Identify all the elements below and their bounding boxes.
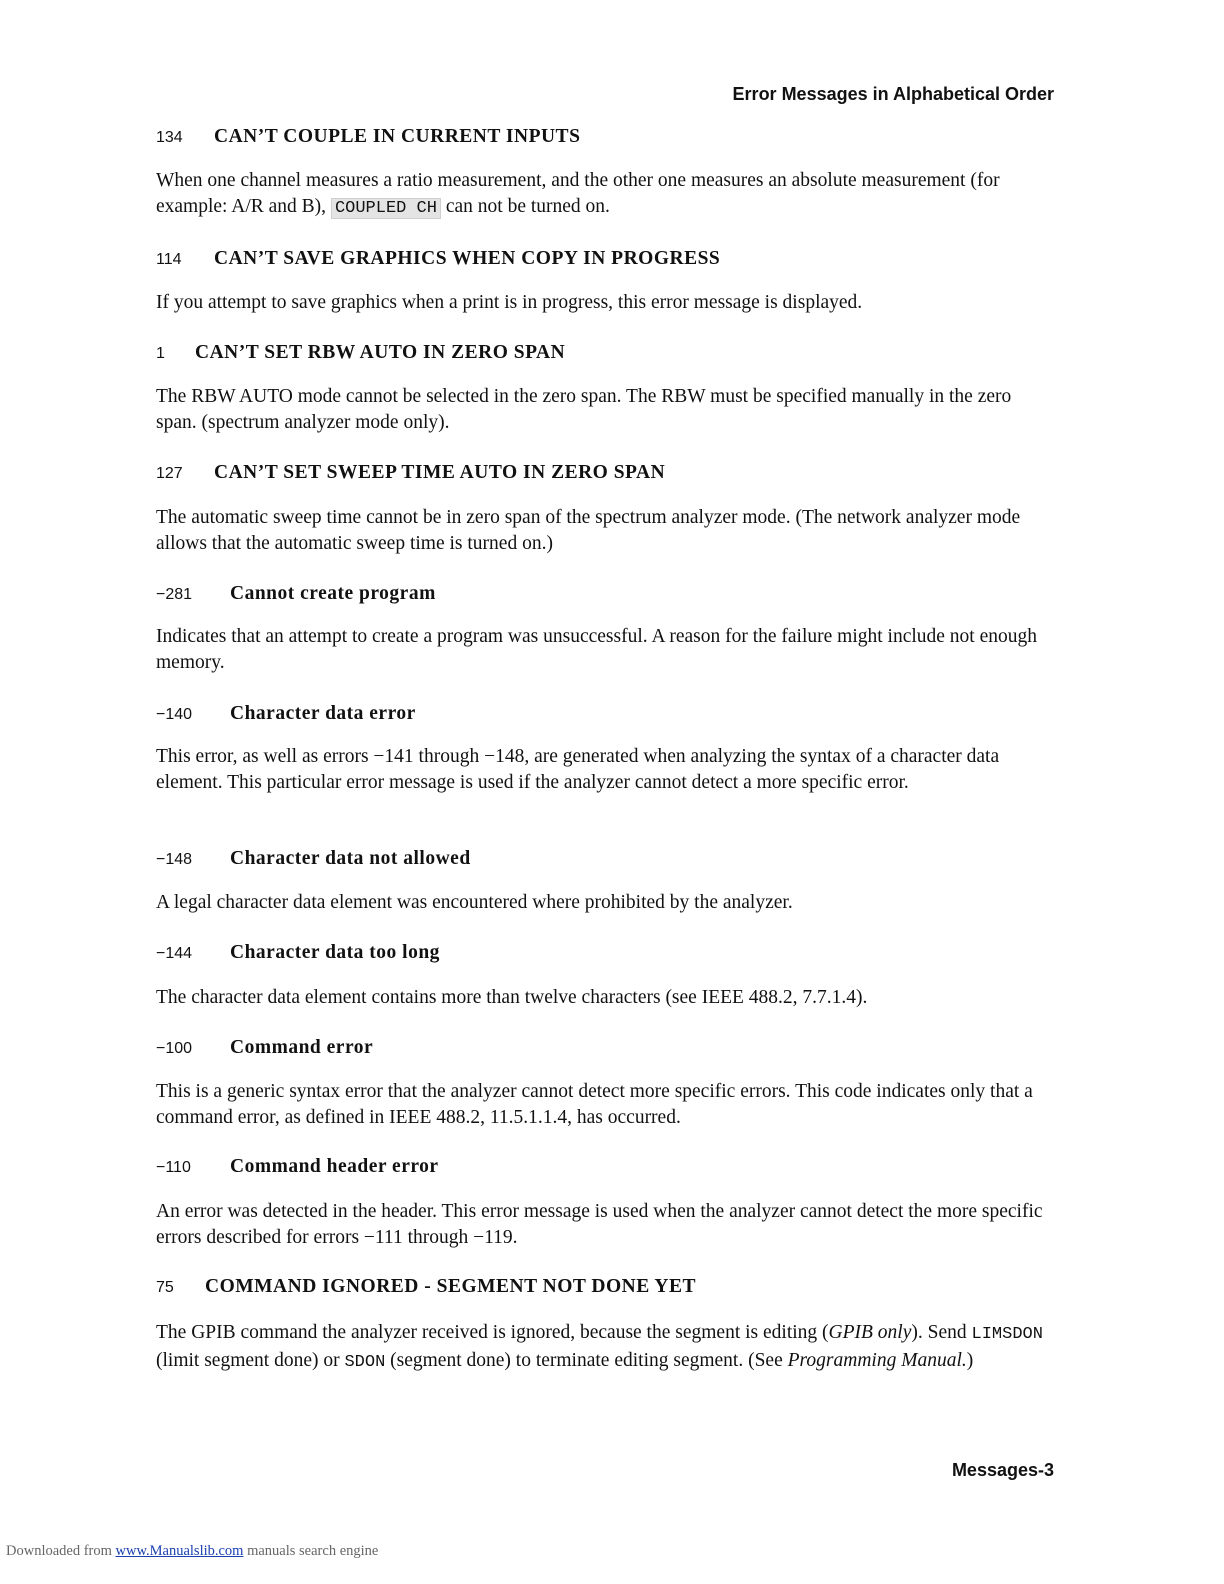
description-text: ) bbox=[966, 1350, 974, 1371]
page-number: Messages-3 bbox=[951, 1460, 1054, 1480]
description-text: can not be turned on. bbox=[440, 196, 610, 217]
error-description: A legal character data element was encountered where prohibited by the analyzer. bbox=[156, 892, 793, 913]
entry-heading bbox=[156, 248, 720, 270]
limsdon-command: LIMSDON bbox=[971, 1325, 1043, 1344]
error-description: An error was detected in the header. This error message is used when the analyzer cannot detect the more specific errors described for errors −111 through −119. bbox=[156, 1201, 1043, 1248]
description-text: ). Send bbox=[911, 1322, 972, 1343]
error-title: CAN’T SET RBW AUTO IN ZERO SPAN bbox=[195, 342, 566, 363]
error-description: If you attempt to save graphics when a print is in progress, this error message is displayed. bbox=[156, 292, 863, 313]
entry-heading bbox=[156, 848, 471, 870]
error-title: CAN’T SAVE GRAPHICS WHEN COPY IN PROGRESS bbox=[214, 248, 721, 269]
download-prefix: Downloaded from bbox=[6, 1543, 116, 1559]
entry-heading bbox=[156, 1156, 439, 1178]
error-title: CAN’T SET SWEEP TIME AUTO IN ZERO SPAN bbox=[214, 462, 666, 483]
entry-heading bbox=[156, 583, 436, 605]
error-code: 134 bbox=[156, 129, 183, 146]
sdon-command: SDON bbox=[344, 1353, 386, 1372]
download-note bbox=[6, 1543, 378, 1560]
error-description bbox=[156, 168, 1056, 222]
error-description bbox=[156, 1320, 1056, 1376]
description-text: When one channel measures a ratio measurement, and the other one measures an absolute measurement (for example: A/R and B), bbox=[156, 170, 1000, 217]
coupled-ch-softkey: COUPLED CH bbox=[331, 198, 441, 219]
error-title: Cannot create program bbox=[230, 583, 436, 604]
error-code: 114 bbox=[156, 251, 182, 268]
entry-heading bbox=[156, 1037, 373, 1059]
error-code: −140 bbox=[156, 706, 193, 723]
error-title: Character data error bbox=[230, 703, 416, 724]
error-title: COMMAND IGNORED - SEGMENT NOT DONE YET bbox=[205, 1276, 697, 1297]
error-description: The character data element contains more than twelve characters (see IEEE 488.2, 7.7.1.4). bbox=[156, 987, 868, 1008]
entry-heading bbox=[156, 1276, 696, 1298]
description-text: (limit segment done) or bbox=[156, 1350, 345, 1371]
entry-heading bbox=[156, 703, 416, 725]
error-description: This is a generic syntax error that the analyzer cannot detect more specific errors. This code indicates only that a command error, as defined in IEEE 488.2, 11.5.1.1.4, has occurred. bbox=[156, 1081, 1033, 1128]
error-description: Indicates that an attempt to create a program was unsuccessful. A reason for the failure might include not enough memory. bbox=[156, 626, 1038, 673]
error-description: The RBW AUTO mode cannot be selected in the zero span. The RBW must be specified manually in the zero span. (spectrum analyzer mode only). bbox=[156, 386, 1012, 433]
error-title: Character data not allowed bbox=[230, 848, 471, 869]
entry-heading bbox=[156, 342, 565, 364]
description-text: (segment done) to terminate editing segment. (See bbox=[385, 1350, 788, 1371]
description-text: The GPIB command the analyzer received is ignored, because the segment is editing ( bbox=[156, 1322, 829, 1343]
entry-heading bbox=[156, 942, 440, 964]
error-code: −281 bbox=[156, 586, 193, 603]
error-title: CAN’T COUPLE IN CURRENT INPUTS bbox=[214, 126, 581, 147]
error-title: Command error bbox=[230, 1037, 374, 1058]
entry-heading bbox=[156, 462, 665, 484]
running-title: Error Messages in Alphabetical Order bbox=[732, 84, 1054, 104]
error-code: −100 bbox=[156, 1040, 193, 1057]
error-code: 127 bbox=[156, 465, 183, 482]
error-description: This error, as well as errors −141 through −148, are generated when analyzing the syntax of a character data element. This particular error message is used if the analyzer cannot detect a more specific error. bbox=[156, 746, 1000, 793]
error-title: Character data too long bbox=[230, 942, 440, 963]
error-description: The automatic sweep time cannot be in zero span of the spectrum analyzer mode. (The network analyzer mode allows that the automatic sweep time is turned on.) bbox=[156, 507, 1021, 554]
description-italic: GPIB only bbox=[828, 1322, 912, 1343]
download-suffix: manuals search engine bbox=[243, 1543, 379, 1559]
entry-heading bbox=[156, 126, 580, 148]
error-code: −144 bbox=[156, 945, 193, 962]
error-title: Command header error bbox=[230, 1156, 439, 1177]
manualslib-link[interactable]: www.Manualslib.com bbox=[115, 1543, 244, 1559]
error-code: 75 bbox=[156, 1279, 174, 1296]
error-code: −148 bbox=[156, 851, 193, 868]
error-code: 1 bbox=[156, 345, 165, 362]
description-italic: Programming Manual. bbox=[787, 1350, 967, 1371]
error-code: −110 bbox=[156, 1159, 191, 1176]
